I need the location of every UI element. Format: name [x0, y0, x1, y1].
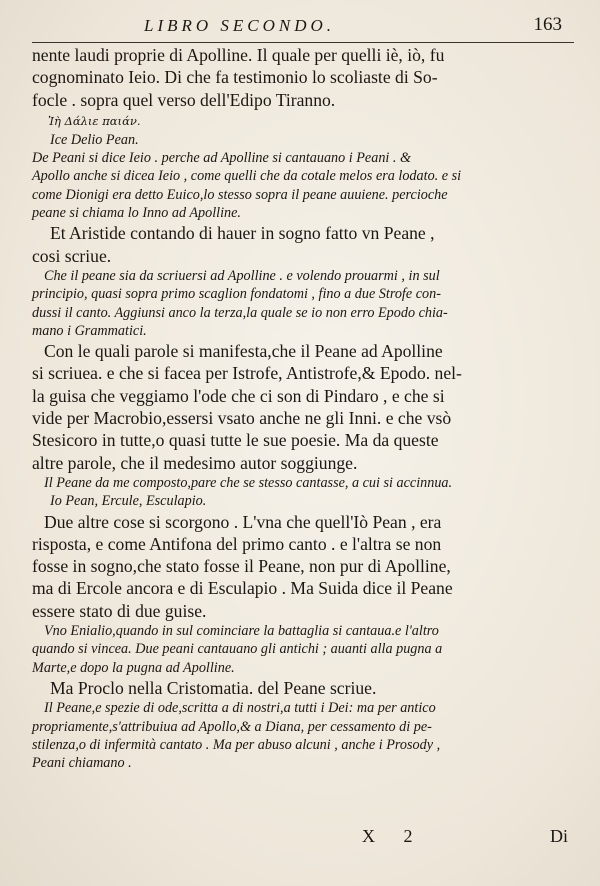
signature-mark: X 2 [362, 826, 425, 846]
italic-quote-line: principio, quasi sopra primo scaglion fondatomi , fino a due Strofe con- [32, 286, 441, 303]
text-line: fosse in sogno,che stato fosse il Peane, non pur di Apolline, [32, 556, 451, 577]
text-line: cosi scriue. [32, 245, 112, 266]
italic-quote-line: Marte,e dopo la pugna ad Apolline. [32, 659, 235, 676]
text-line: altre parole, che il medesimo autor soggiunge. [32, 452, 358, 473]
text-line: Et Aristide contando di hauer in sogno fatto vn Peane , [50, 223, 435, 244]
text-line: si scriuea. e che si facea per Istrofe, Antistrofe,& Epodo. nel- [32, 363, 462, 384]
italic-quote-line: Il Peane da me composto,pare che se stesso cantasse, a cui si accinnua. [44, 474, 453, 491]
text-line: ma di Ercole ancora e di Esculapio . Ma Suida dice il Peane [32, 578, 453, 599]
text-line: vide per Macrobio,essersi vsato anche ne gli Inni. e che vsò [32, 408, 452, 429]
italic-quote-line: peane si chiama lo Inno ad Apolline. [32, 205, 241, 222]
text-line: risposta, e come Antifona del primo canto . e l'altra se non [32, 533, 442, 554]
text-line: focle . sopra quel verso dell'Edipo Tiranno. [32, 89, 336, 110]
italic-quote-line: Peani chiamano . [32, 755, 132, 772]
catchword: Di [550, 826, 568, 846]
running-head: LIBRO SECONDO. [144, 16, 336, 35]
text-line: nente laudi proprie di Apolline. Il quale per quelli iè, iò, fu [32, 45, 445, 65]
italic-quote-line: come Dionigi era detto Euico,lo stesso sopra il peane auuiene. percioche [32, 186, 448, 203]
italic-quote-line: dussi il canto. Aggiunsi anco la terza,la quale se io non erro Epodo chia- [32, 304, 448, 321]
text-line: Stesicoro in tutte,o quasi tutte le sue poesie. Ma da queste [32, 430, 439, 451]
text-line: Ma Proclo nella Cristomatia. del Peane scriue. [50, 677, 377, 698]
text-line: cognominato Ieio. Di che fa testimonio lo scoliaste di So- [32, 67, 438, 88]
italic-quote-line: Vno Enialio,quando in sul cominciare la battaglia si cantaua.e l'altro [44, 623, 439, 640]
italic-quote-line: mano i Grammatici. [32, 322, 147, 339]
italic-quote-line: Che il peane sia da scriuersi ad Apolline . e volendo prouarmi , in sul [44, 267, 440, 284]
italic-quote-line: stilenza,o di infermità cantato . Ma per abuso alcuni , anche i Prosody , [32, 736, 441, 753]
italic-quote-line: Il Peane,e spezie di ode,scritta a di nostri,a tutti i Dei: ma per antico [44, 700, 436, 717]
text-line: essere stato di due guise. [32, 600, 207, 621]
page-footer [32, 826, 572, 850]
header-rule [32, 42, 574, 43]
italic-quote-line: Ice Delio Pean. [50, 131, 139, 148]
italic-quote-line: Apollo anche si dicea Ieio , come quelli che da cotale melos era lodato. e si [32, 168, 462, 185]
text-line: la guisa che veggiamo l'ode che ci son di Pindaro , e che si [32, 385, 445, 406]
italic-quote-line: De Peani si dice Ieio . perche ad Apolline si cantauano i Peani . & [32, 150, 412, 167]
text-body [32, 44, 572, 772]
greek-quote-line: Ἰὴ Δάλιε παιάν. [48, 113, 141, 128]
italic-quote-line: Io Pean, Ercule, Esculapio. [50, 493, 207, 510]
page-header [56, 14, 576, 42]
page-number: 163 [533, 14, 562, 35]
italic-quote-line: quando si vincea. Due peani cantauano gli antichi ; auanti alla pugna a [32, 641, 443, 658]
italic-quote-line: propriamente,s'attribuiua ad Apollo,& a Diana, per cessamento di pe- [32, 718, 432, 735]
text-line: Con le quali parole si manifesta,che il Peane ad Apolline [44, 341, 443, 362]
text-line: Due altre cose si scorgono . L'vna che quell'Iò Pean , era [44, 511, 442, 532]
